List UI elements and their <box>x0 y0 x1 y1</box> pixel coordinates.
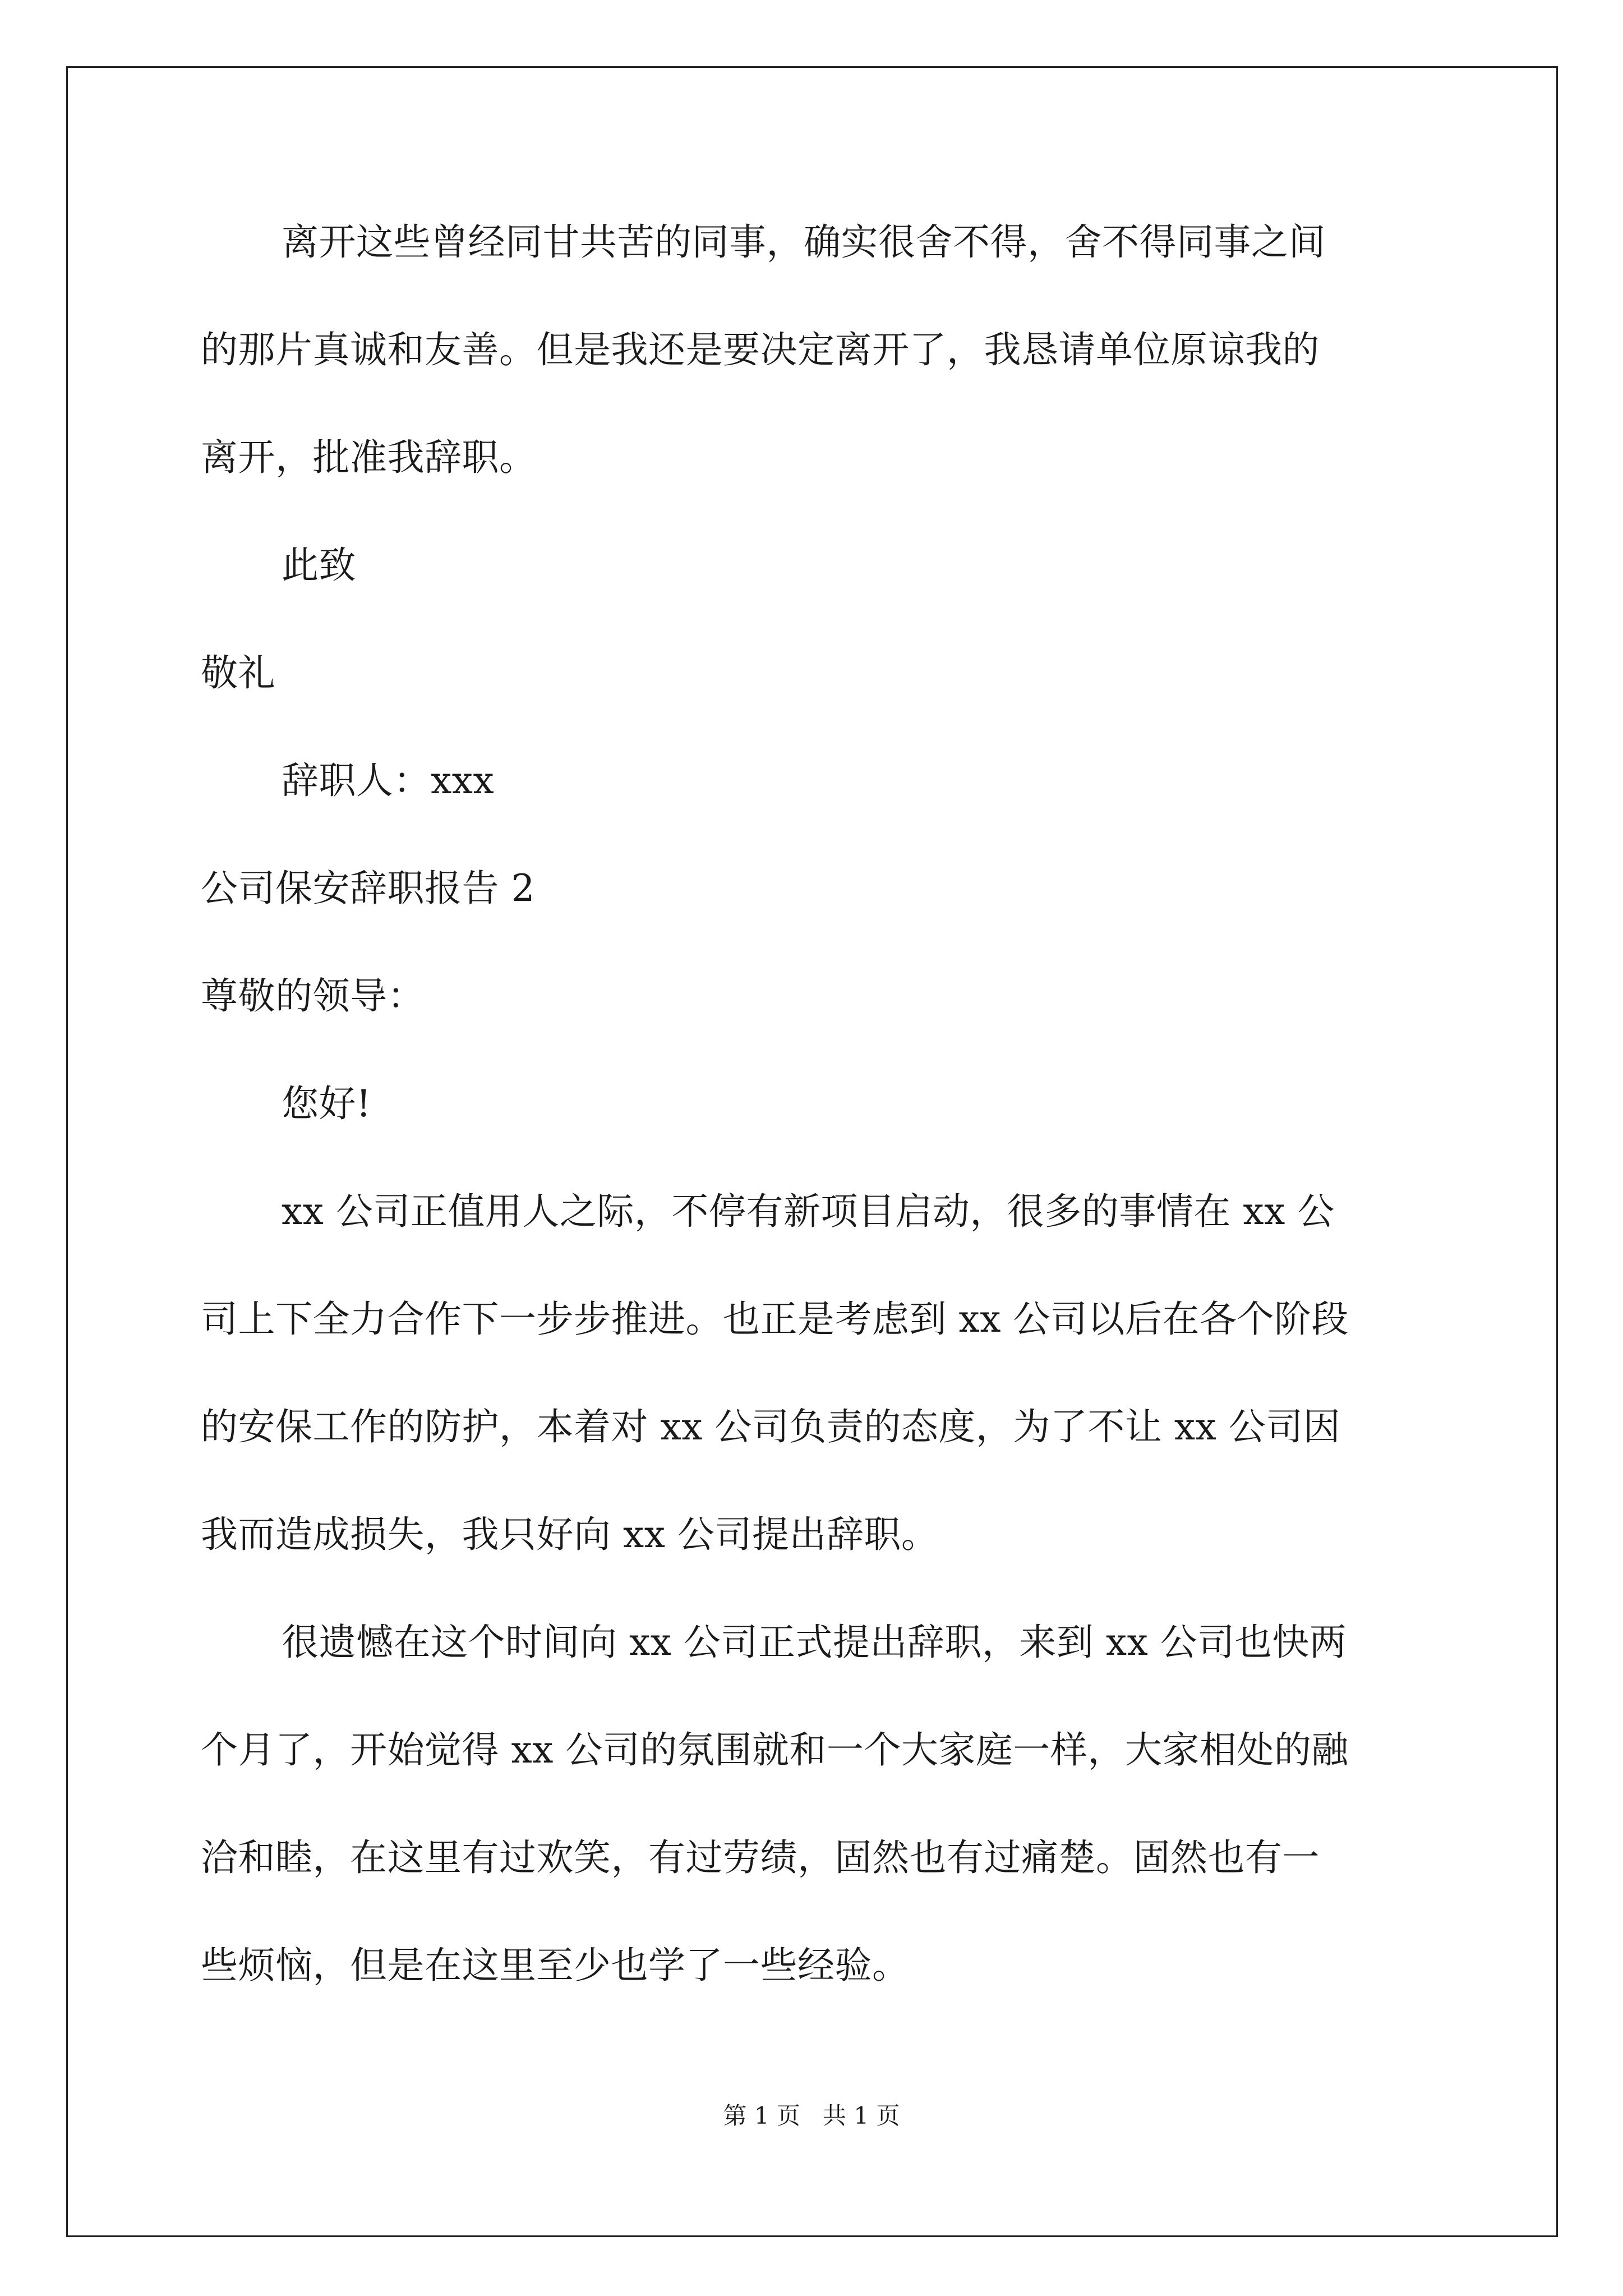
paragraph-line: 的那片真诚和友善。但是我还是要决定离开了，我恳请单位原谅我的 <box>201 328 1320 371</box>
paragraph-line: 个月了，开始觉得 xx 公司的氛围就和一个大家庭一样，大家相处的融 <box>201 1728 1349 1772</box>
salutation: 尊敬的领导： <box>201 974 425 1018</box>
paragraph-line: 很遗憾在这个时间向 xx 公司正式提出辞职，来到 xx 公司也快两 <box>282 1621 1347 1664</box>
paragraph-line: xx 公司正值用人之际，不停有新项目启动，很多的事情在 xx 公 <box>282 1190 1335 1233</box>
greeting: 您好! <box>282 1082 372 1125</box>
signature: 辞职人：xxx <box>282 759 495 802</box>
closing-line: 此致 <box>282 544 356 587</box>
paragraph-line: 离开这些曾经同甘共苦的同事，确实很舍不得，舍不得同事之间 <box>282 220 1326 264</box>
paragraph-line: 些烦恼，但是在这里至少也学了一些经验。 <box>201 1944 910 1987</box>
section-title: 公司保安辞职报告 2 <box>201 867 535 910</box>
paragraph-line: 离开，批准我辞职。 <box>201 436 537 479</box>
paragraph-line: 司上下全力合作下一步步推进。也正是考虑到 xx 公司以后在各个阶段 <box>201 1297 1349 1341</box>
page-number-footer: 第 1 页 共 1 页 <box>723 2102 900 2129</box>
closing-regards: 敬礼 <box>201 651 275 694</box>
paragraph-line: 洽和睦，在这里有过欢笑，有过劳绩，固然也有过痛楚。固然也有一 <box>201 1836 1320 1879</box>
paragraph-line: 的安保工作的防护，本着对 xx 公司负责的态度，为了不让 xx 公司因 <box>201 1405 1341 1448</box>
page-border <box>66 66 1558 2237</box>
paragraph-line: 我而造成损失，我只好向 xx 公司提出辞职。 <box>201 1513 939 1556</box>
